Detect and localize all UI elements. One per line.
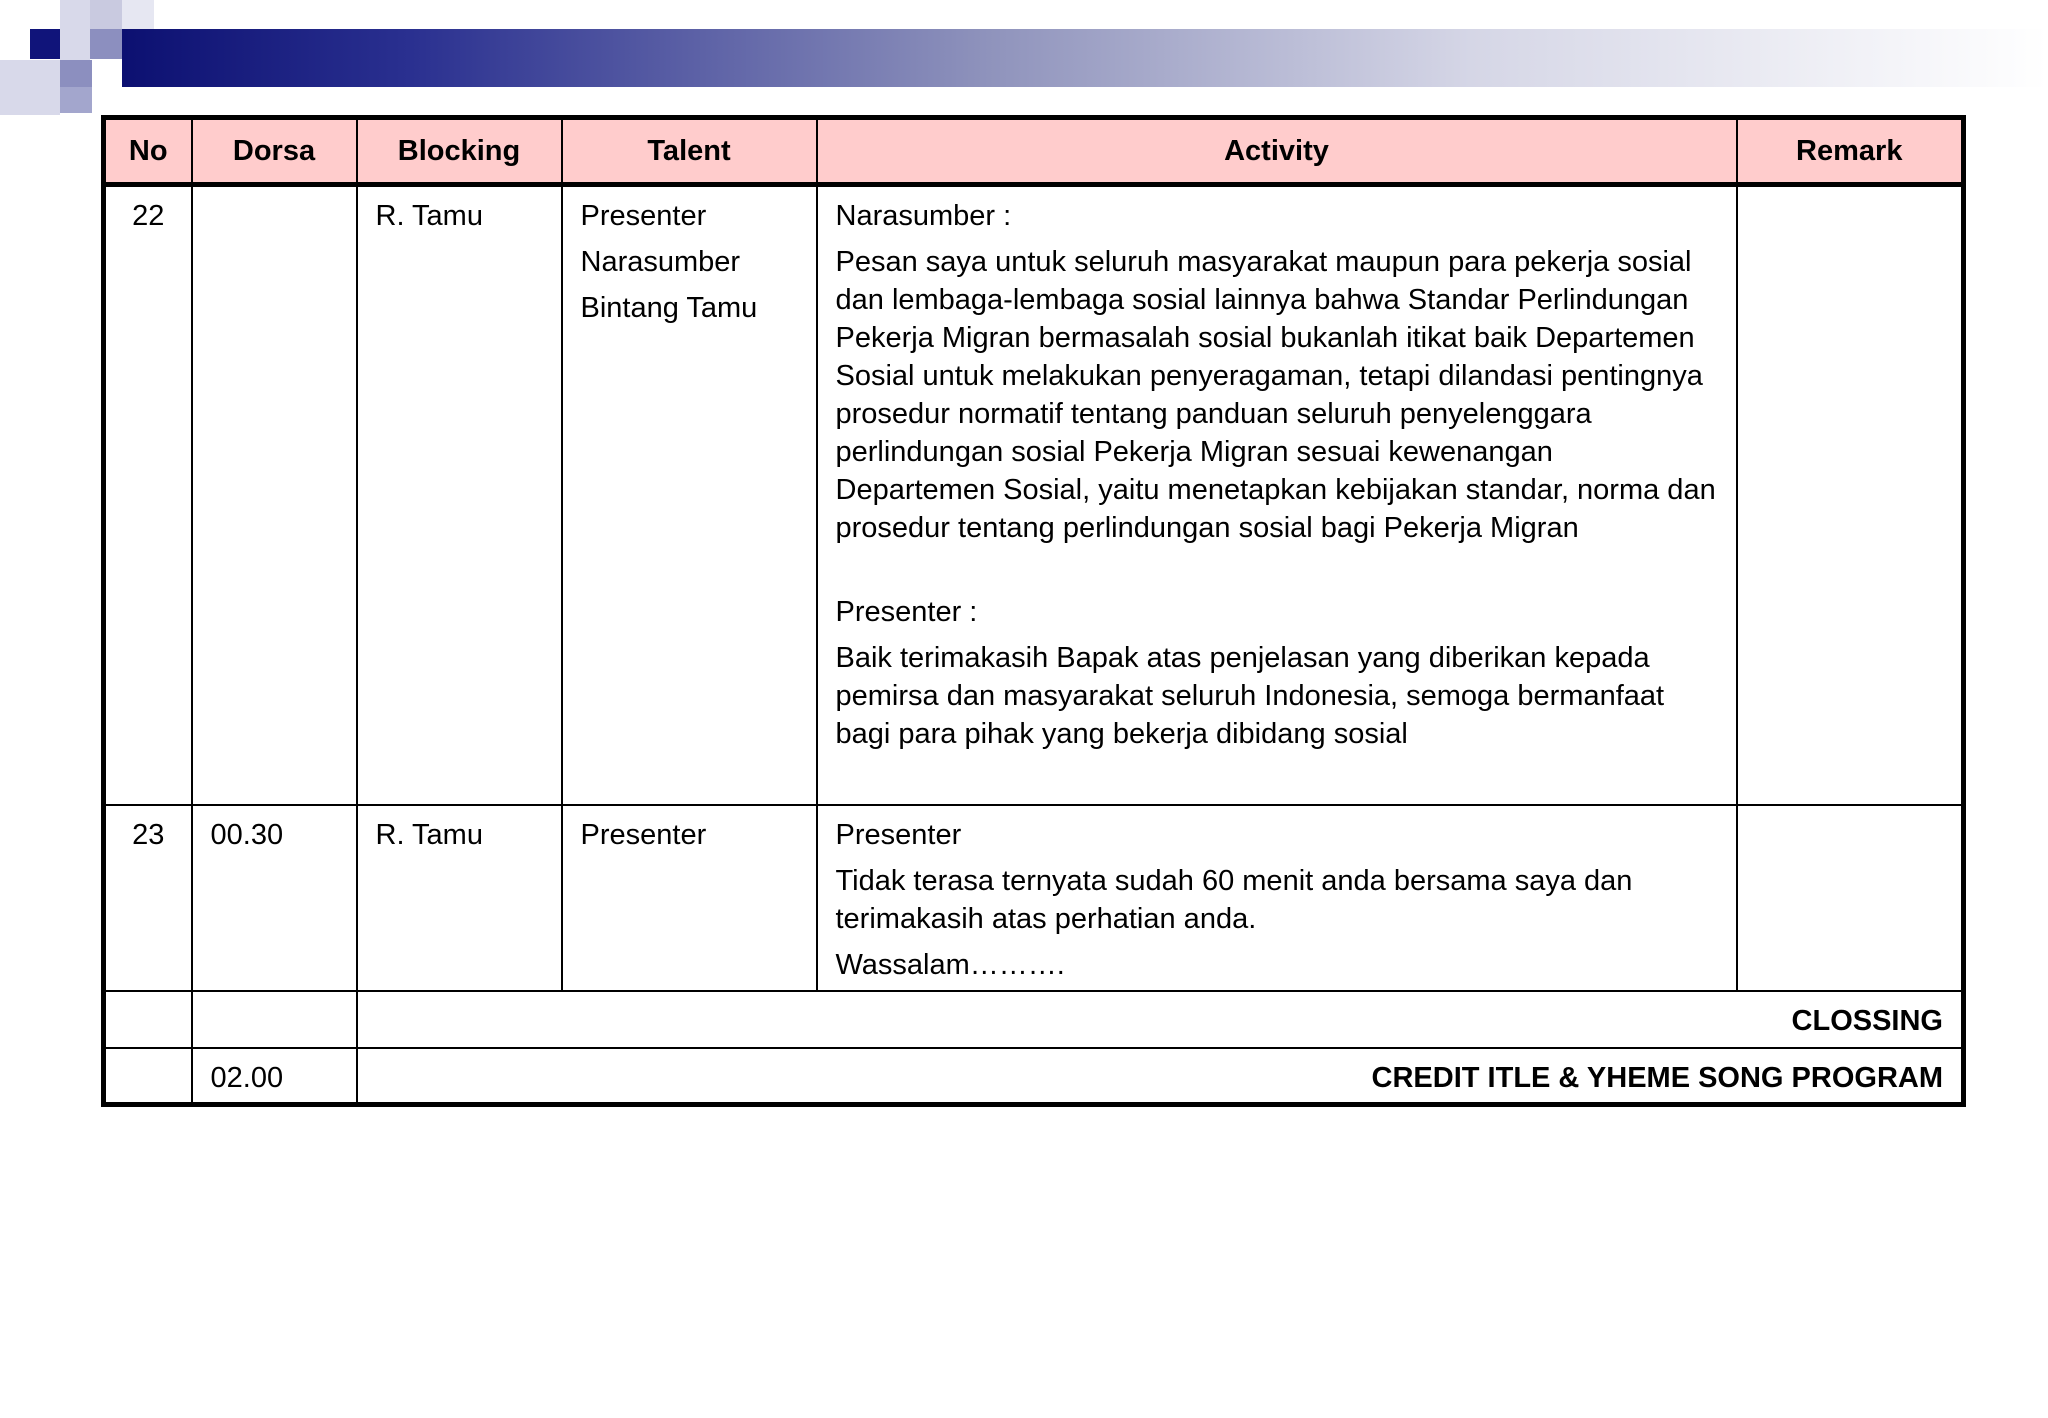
decorative-square xyxy=(90,29,122,59)
table-row xyxy=(104,991,1964,1048)
cell-no: 23 xyxy=(104,805,192,991)
segment-label: CLOSSING xyxy=(357,991,1964,1048)
talent-item: Presenter xyxy=(580,200,707,232)
cell-remark xyxy=(1737,805,1964,991)
header-no: No xyxy=(104,118,192,185)
cell-no xyxy=(104,991,192,1048)
segment-label: CREDIT ITLE & YHEME SONG PROGRAM xyxy=(357,1048,1964,1105)
header-gradient-bar xyxy=(122,29,2048,87)
cell-talent: Presenter xyxy=(562,805,817,991)
cell-blocking: R. Tamu xyxy=(357,805,562,991)
cell-talent xyxy=(562,185,817,805)
header-blocking: Blocking xyxy=(357,118,562,185)
header-remark: Remark xyxy=(1737,118,1964,185)
decorative-square xyxy=(0,60,60,115)
decorative-square xyxy=(60,60,92,87)
header-talent: Talent xyxy=(562,118,817,185)
header-dorsa: Dorsa xyxy=(192,118,357,185)
decorative-square xyxy=(90,0,122,29)
decorative-square xyxy=(60,87,92,113)
speaker-label: Presenter : xyxy=(835,596,978,628)
cell-activity xyxy=(817,185,1737,805)
cell-dorsa xyxy=(192,991,357,1048)
speaker-label: Narasumber : xyxy=(835,200,1012,232)
header-activity: Activity xyxy=(817,118,1737,185)
cell-remark xyxy=(1737,185,1964,805)
talent-item: Bintang Tamu xyxy=(580,292,758,324)
table-row xyxy=(104,185,1964,805)
cell-blocking: R. Tamu xyxy=(357,185,562,805)
dialogue-text: Baik terimakasih Bapak atas penjelasan yang diberikan kepada pemirsa dan masyarakat seluruh Indonesia, semoga bermanfaat bagi para pihak yang bekerja dibidang sosial xyxy=(835,642,1665,750)
cell-no: 22 xyxy=(104,185,192,805)
script-table xyxy=(101,115,1966,1107)
decorative-square xyxy=(30,29,60,59)
decorative-square xyxy=(122,0,154,29)
cell-dorsa: 02.00 xyxy=(192,1048,357,1105)
closing-greeting: Wassalam………. xyxy=(835,948,1065,981)
table-row xyxy=(104,1048,1964,1105)
cell-dorsa xyxy=(192,185,357,805)
table-header-row xyxy=(104,118,1964,185)
table-row xyxy=(104,805,1964,991)
decorative-square xyxy=(60,0,90,60)
dialogue-text: Tidak terasa ternyata sudah 60 menit anda bersama saya dan terimakasih atas perhatian anda. xyxy=(835,864,1633,935)
dialogue-text: Pesan saya untuk seluruh masyarakat maupun para pekerja sosial dan lembaga-lembaga sosial lainnya bahwa Standar Perlindungan Pekerja Migran bermasalah sosial bukanlah itikat baik Departemen Sosial untuk melakukan penyeragaman, tetapi dilandasi pentingnya prosedur normatif tentang panduan seluruh penyelenggara perlindungan sosial Pekerja Migran sesuai kewenangan Departemen Sosial, yaitu menetapkan kebijakan standar, norma dan prosedur tentang perlindungan sosial bagi Pekerja Migran xyxy=(835,246,1716,544)
cell-dorsa: 00.30 xyxy=(192,805,357,991)
cell-no xyxy=(104,1048,192,1105)
speaker-label: Presenter xyxy=(835,818,962,851)
cell-activity xyxy=(817,805,1737,991)
talent-item: Narasumber xyxy=(580,246,741,278)
